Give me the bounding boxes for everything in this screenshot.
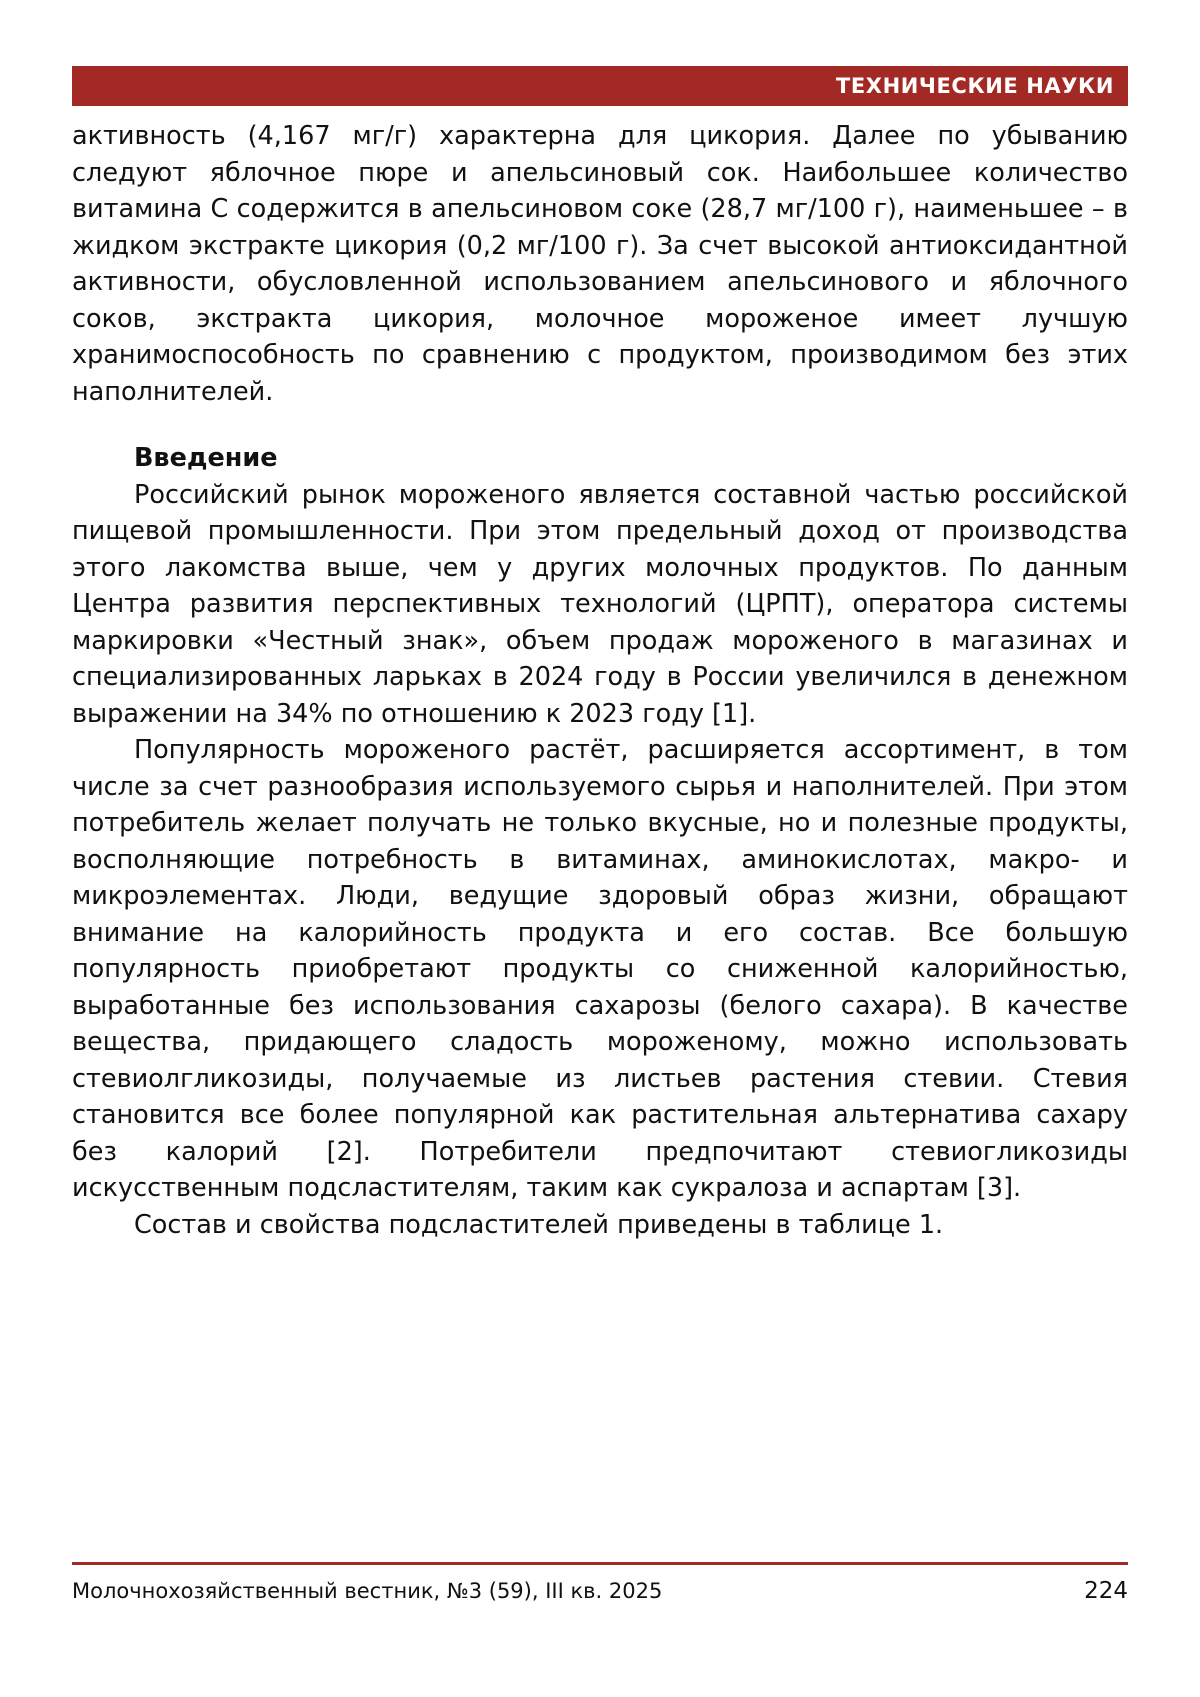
paragraph-market-overview: Российский рынок мороженого является составной частью российской пищевой промышленности. При этом предельный доход от производства этого лакомства выше, чем у других молочных продуктов. По данным Центра развития перспективных технологий (ЦРПТ), оператора системы маркировки «Честный знак», объем продаж мороженого в магазинах и специализированных ларьках в 2024 году в России увеличился в денежном выражении на 34% по отношению к 2023 году [1]. bbox=[72, 479, 1128, 729]
paragraph-popularity-trends: Популярность мороженого растёт, расширяется ассортимент, в том числе за счет разнообразия используемого сырья и наполнителей. При этом потребитель желает получать не только вкусные, но и полезные продукты, восполняющие потребность в витаминах, аминокислотах, макро- и микроэлементах. Люди, ведущие здоровый образ жизни, обращают внимание на калорийность продукта и его состав. Все большую популярность приобретают продукты со сниженной калорийностью, выработанные без использования сахарозы (белого сахара). В качестве вещества, придающего сладость мороженому, можно использовать стевиолгликозиды, получаемые из листьев растения стевии. Стевия становится все более популярной как растительная альтернатива сахару без калорий [2]. Потребители предпочитают стевиогликозиды искусственным подсластителям, таким как сукралоза и аспартам [3]. bbox=[72, 735, 1128, 1203]
footer-divider bbox=[72, 1562, 1128, 1565]
section-header-band bbox=[72, 66, 1128, 106]
heading-introduction: Введение bbox=[134, 443, 278, 473]
footer-page-number: 224 bbox=[1084, 1578, 1128, 1604]
paragraph-spacer bbox=[72, 410, 1128, 440]
footer-journal-reference: Молочнохозяйственный вестник, №3 (59), III кв. 2025 bbox=[72, 1579, 663, 1603]
section-header-title: ТЕХНИЧЕСКИЕ НАУКИ bbox=[835, 74, 1114, 98]
page-footer bbox=[72, 1578, 1128, 1604]
page-content bbox=[72, 118, 1128, 1243]
paragraph-table-reference: Состав и свойства подсластителей приведены в таблице 1. bbox=[134, 1209, 944, 1240]
continued-paragraph: активность (4,167 мг/г) характерна для цикория. Далее по убыванию следуют яблочное пюре и апельсиновый сок. Наибольшее количество витамина C содержится в апельсиновом соке (28,7 мг/100 г), наименьшее – в жидком экстракте цикория (0,2 мг/100 г). За счет высокой антиоксидантной активности, обусловленной использованием апельсинового и яблочного соков, экстракта цикория, молочное мороженое имеет лучшую хранимоспособность по сравнению с продуктом, производимом без этих наполнителей. bbox=[72, 121, 1128, 407]
